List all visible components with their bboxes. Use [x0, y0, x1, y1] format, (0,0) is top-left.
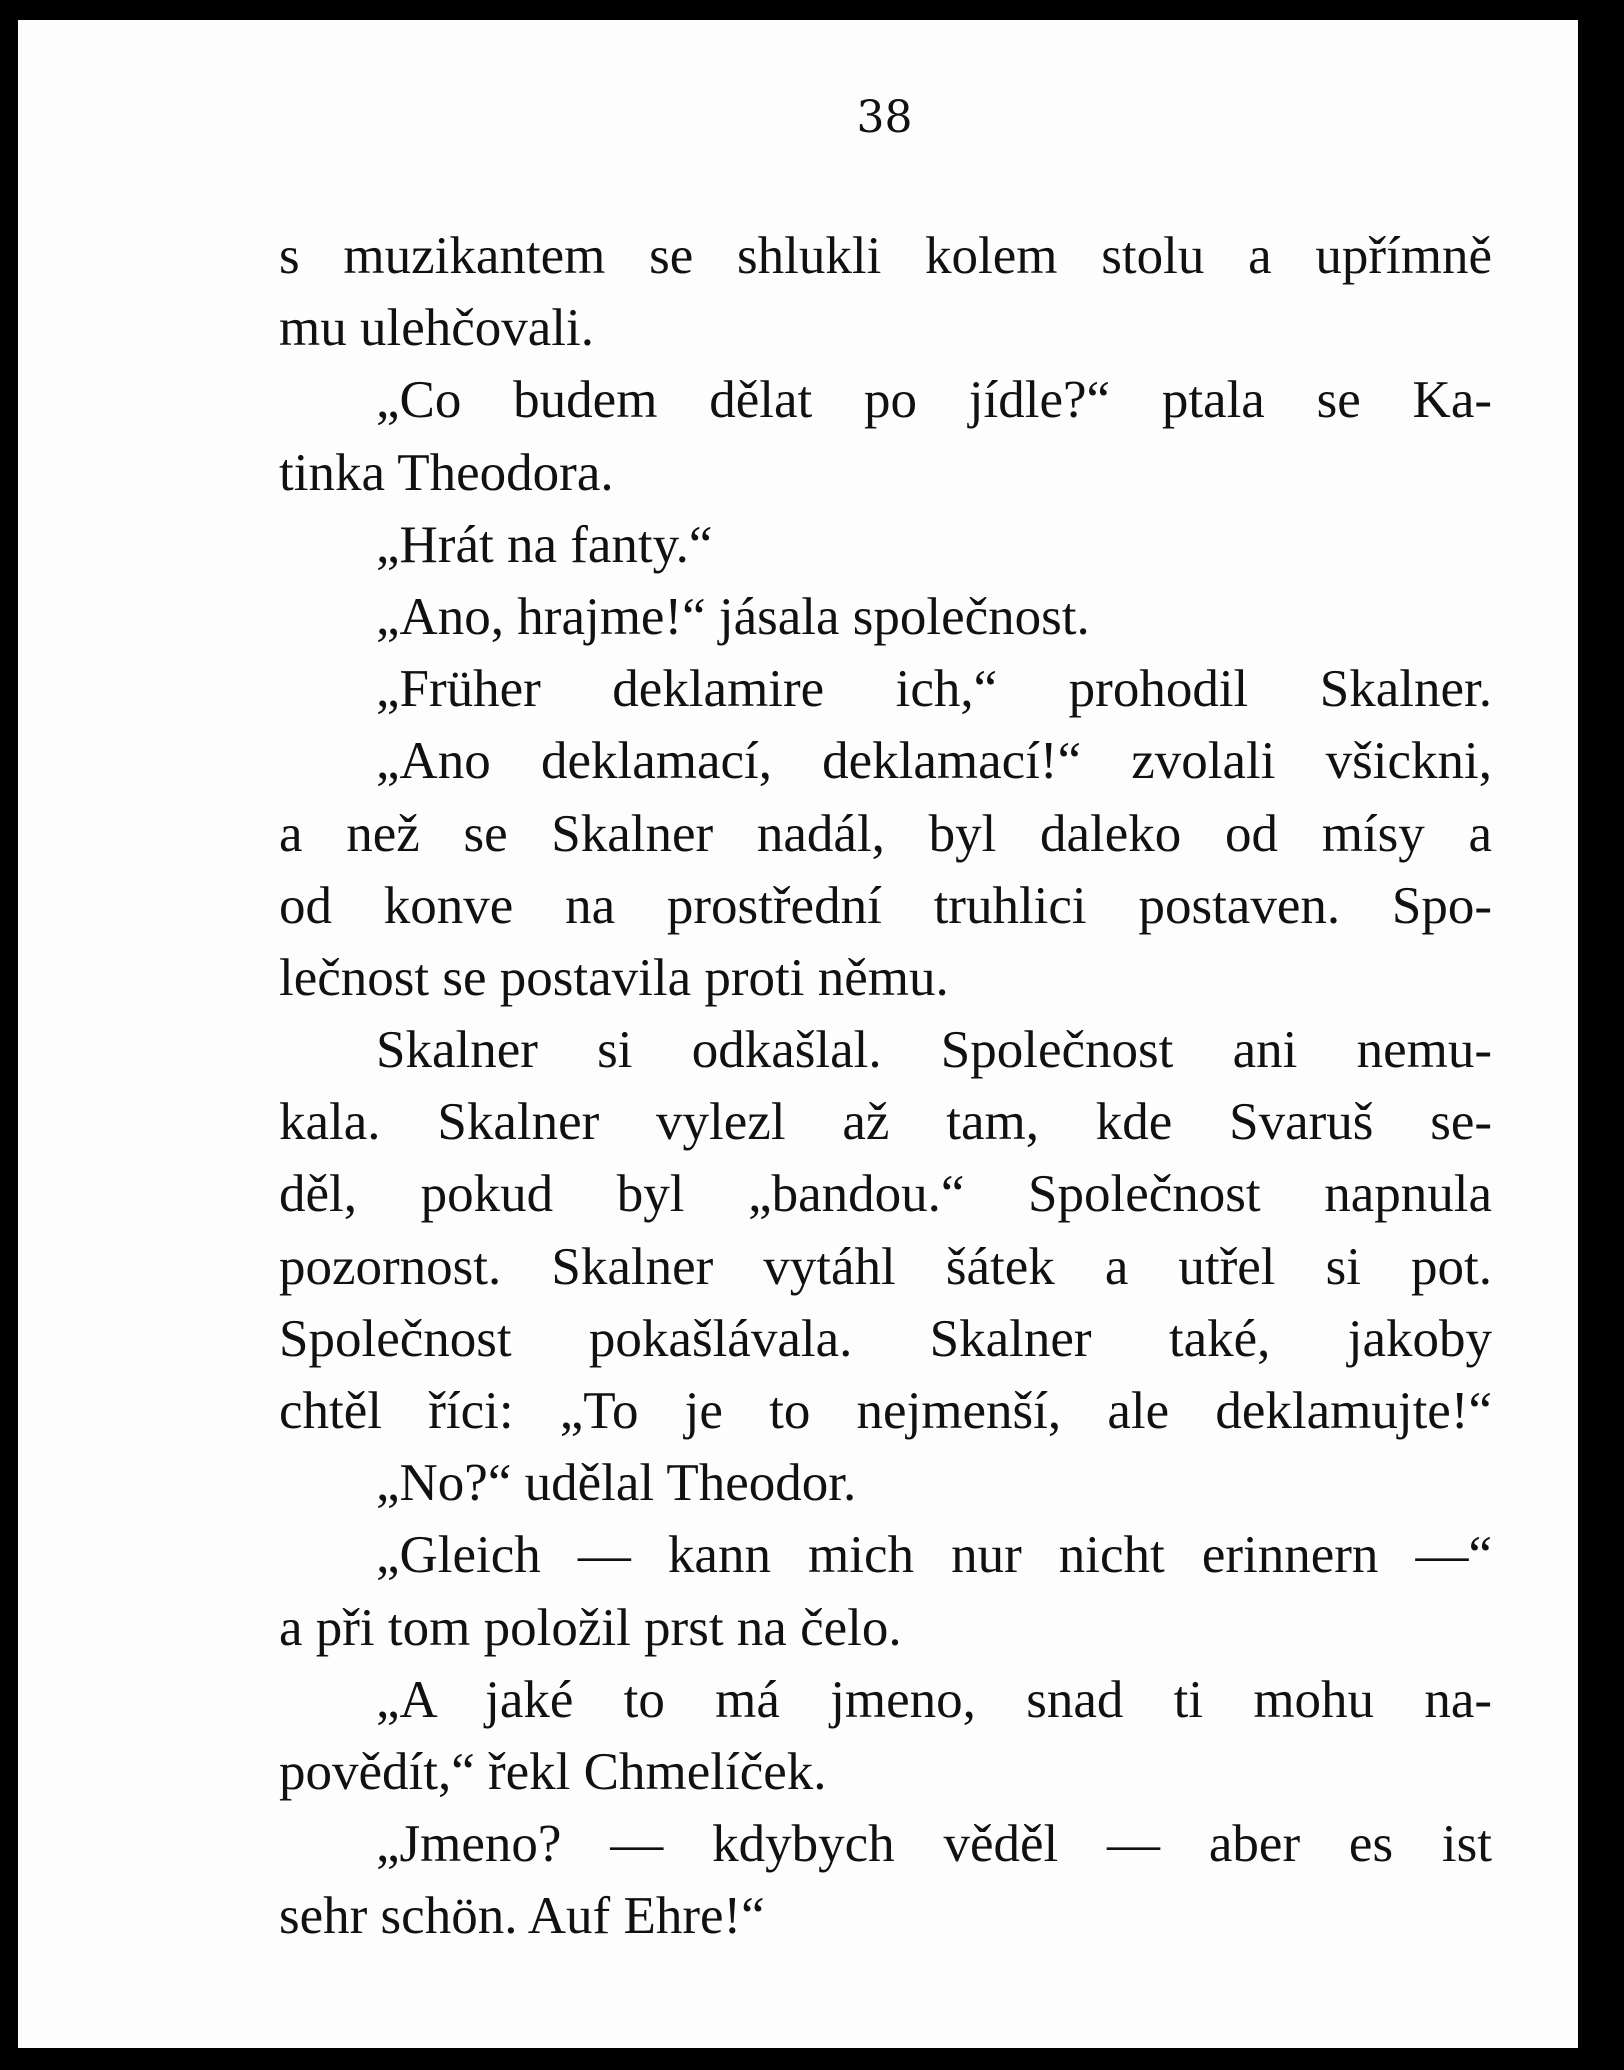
text-line: od konve na prostřední truhlici postaven. Spo-	[279, 876, 1492, 935]
text-line: „Gleich — kann mich nur nicht erinnern —“	[376, 1526, 1492, 1585]
page-text	[279, 220, 1492, 1953]
text-line: sehr schön. Auf Ehre!“	[279, 1887, 765, 1946]
text-line: chtěl říci: „To je to nejmenší, ale deklamujte!“	[279, 1382, 1492, 1440]
text-line: „No?“ udělal Theodor.	[376, 1454, 857, 1513]
text-line: „A jaké to má jmeno, snad ti mohu na-	[376, 1670, 1492, 1729]
text-line: „Hrát na fanty.“	[376, 515, 713, 574]
text-line: a při tom položil prst na čelo.	[279, 1598, 902, 1657]
text-line: s muzikantem se shlukli kolem stolu a upřímně	[279, 227, 1492, 285]
text-line: děl, pokud byl „bandou.“ Společnost napnula	[279, 1165, 1492, 1224]
text-line: „Jmeno? — kdybych věděl — aber es ist	[376, 1815, 1492, 1874]
text-line: povědít,“ řekl Chmelíček.	[279, 1742, 827, 1801]
scan-border-right	[1578, 0, 1624, 2070]
text-line: „Ano deklamací, deklamací!“ zvolali všickni,	[376, 732, 1492, 791]
scan-border-left	[0, 0, 18, 2070]
text-line: „Ano, hrajme!“ jásala společnost.	[376, 587, 1090, 646]
book-page	[18, 20, 1578, 2048]
text-line: tinka Theodora.	[279, 443, 614, 502]
scan-border-bottom	[0, 2048, 1624, 2070]
text-line: „Co budem dělat po jídle?“ ptala se Ka-	[376, 371, 1492, 430]
text-line: a než se Skalner nadál, byl daleko od mísy a	[279, 804, 1492, 863]
text-line: mu ulehčovali.	[279, 299, 594, 358]
text-line: „Früher deklamire ich,“ prohodil Skalner.	[376, 660, 1492, 719]
text-line: lečnost se postavila proti němu.	[279, 948, 949, 1007]
page-number: 38	[856, 92, 913, 143]
text-line: pozornost. Skalner vytáhl šátek a utřel si pot.	[279, 1237, 1492, 1296]
scan-border-top	[0, 0, 1624, 20]
text-line: kala. Skalner vylezl až tam, kde Svaruš se-	[279, 1093, 1492, 1152]
text-line: Společnost pokašlávala. Skalner také, jakoby	[279, 1309, 1492, 1368]
text-line: Skalner si odkašlal. Společnost ani nemu-	[376, 1021, 1492, 1080]
